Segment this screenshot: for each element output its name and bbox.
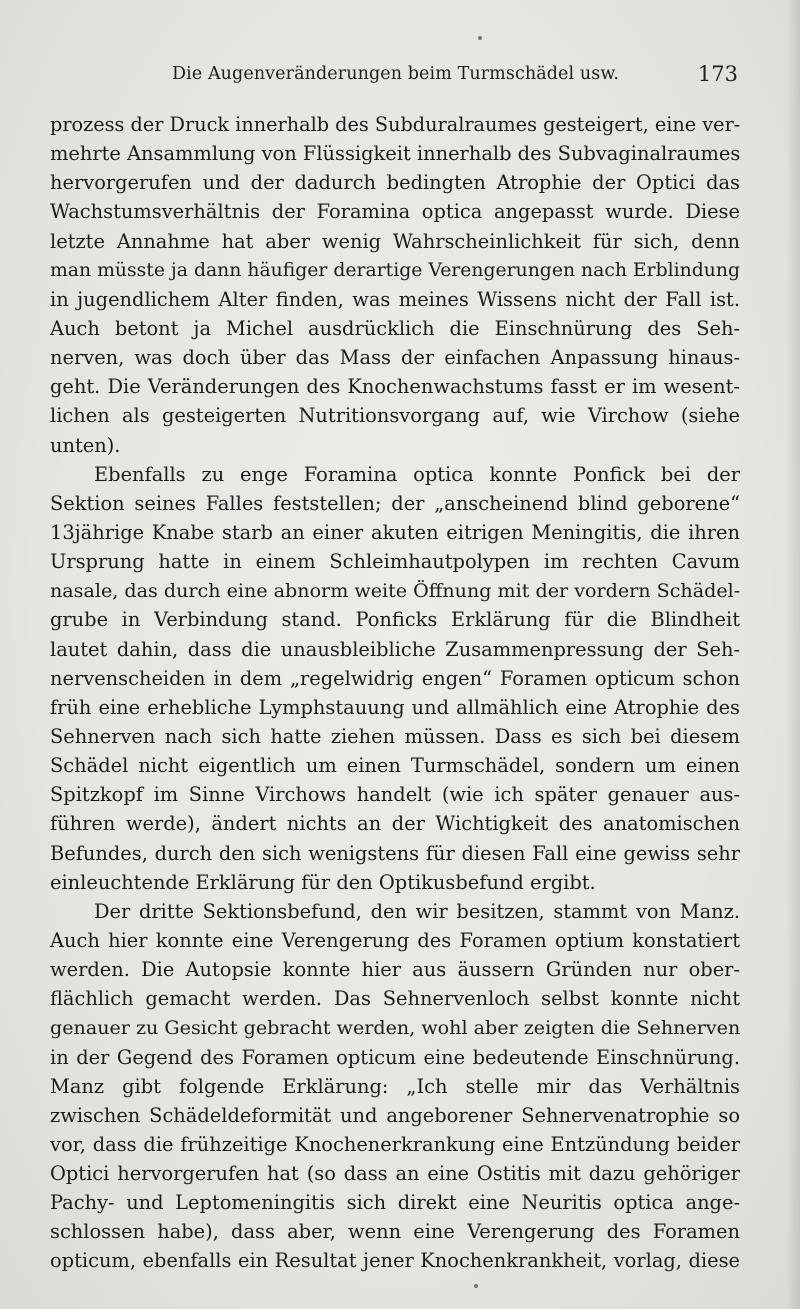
- print-speck: [478, 36, 482, 40]
- page-edge-shadow: [786, 0, 800, 1309]
- text-line: grube in Verbindung stand. Ponficks Erklärung für die Blindheit: [50, 608, 740, 632]
- text-line: Ebenfalls zu enge Foramina optica konnte Ponfick bei der: [94, 462, 740, 486]
- text-line: prozess der Druck innerhalb des Subduralraumes gesteigert, eine ver-: [50, 113, 741, 136]
- text-line: Manz gibt folgende Erklärung: „Ich stelle mir das Verhältnis: [50, 1074, 740, 1098]
- text-line: werden. Die Autopsie konnte hier aus äussern Gründen nur ober-: [50, 958, 740, 982]
- text-line: genauer zu Gesicht gebracht werden, wohl aber zeigten die Sehnerven: [50, 1016, 741, 1040]
- text-line: Sektion seines Falles feststellen; der „anscheinend blind geborene“: [50, 491, 740, 515]
- text-line: Ursprung hatte in einem Schleimhautpolypen im rechten Cavum: [50, 550, 740, 574]
- text-line: letzte Annahme hat aber wenig Wahrscheinlichkeit für sich, denn: [50, 229, 740, 253]
- text-line: Befundes, durch den sich wenigstens für diesen Fall eine gewiss sehr: [50, 841, 740, 865]
- text-line: 13jährige Knabe starb an einer akuten eitrigen Meningitis, die ihren: [50, 520, 740, 544]
- text-line: schlossen habe), dass aber, wenn eine Verengerung des Foramen: [50, 1220, 740, 1244]
- text-line: lautet dahin, dass die unausbleibliche Zusammenpressung der Seh-: [50, 637, 740, 661]
- text-line: vor, dass die frühzeitige Knochenerkrankung eine Entzündung beider: [50, 1132, 740, 1156]
- page-number: 173: [697, 62, 738, 86]
- text-line: Wachstumsverhältnis der Foramina optica angepasst wurde. Diese: [50, 200, 740, 224]
- text-line: unten).: [50, 433, 121, 457]
- print-speck: [474, 1284, 478, 1288]
- body-text: [50, 110, 740, 1276]
- text-line: Pachy- und Leptomeningitis sich direkt eine Neuritis optica ange-: [50, 1191, 740, 1215]
- text-line: einleuchtende Erklärung für den Optikusbefund ergibt.: [50, 870, 596, 894]
- text-line: Auch betont ja Michel ausdrücklich die Einschnürung des Seh-: [50, 316, 740, 340]
- text-line: hervorgerufen und der dadurch bedingten Atrophie der Optici das: [50, 171, 740, 195]
- text-line: geht. Die Veränderungen des Knochenwachstums fasst er im wesent-: [50, 375, 740, 399]
- text-line: früh eine erhebliche Lymphstauung und allmählich eine Atrophie des: [50, 695, 740, 719]
- running-title: Die Augenveränderungen beim Turmschädel usw.: [172, 64, 619, 84]
- text-line: Spitzkopf im Sinne Virchows handelt (wie ich später genauer aus-: [50, 783, 740, 807]
- text-line: nervenscheiden in dem „regelwidrig engen“ Foramen opticum schon: [50, 666, 740, 690]
- text-line: mehrte Ansammlung von Flüssigkeit innerhalb des Subvaginalraumes: [50, 142, 741, 166]
- text-line: nasale, das durch eine abnorm weite Öffnung mit der vordern Schädel-: [50, 579, 741, 603]
- text-line: nerven, was doch über das Mass der einfachen Anpassung hinaus-: [50, 346, 740, 370]
- text-line: Schädel nicht eigentlich um einen Turmschädel, sondern um einen: [50, 754, 740, 778]
- text-line: Der dritte Sektionsbefund, den wir besitzen, stammt von Manz.: [94, 899, 740, 923]
- text-line: Auch hier konnte eine Verengerung des Foramen optium konstatiert: [50, 928, 740, 952]
- text-line: zwischen Schädeldeformität und angeborener Sehnervenatrophie so: [50, 1103, 740, 1127]
- text-line: flächlich gemacht werden. Das Sehnervenloch selbst konnte nicht: [50, 987, 740, 1011]
- text-line: lichen als gesteigerten Nutritionsvorgang auf, wie Virchow (siehe: [50, 404, 740, 428]
- running-header: [172, 64, 738, 94]
- text-line: führen werde), ändert nichts an der Wichtigkeit des anatomischen: [50, 812, 740, 836]
- text-line: man müsste ja dann häufiger derartige Verengerungen nach Erblindung: [50, 259, 740, 281]
- text-line: opticum, ebenfalls ein Resultat jener Knochenkrankheit, vorlag, diese: [50, 1249, 740, 1273]
- text-line: Sehnerven nach sich hatte ziehen müssen. Dass es sich bei diesem: [50, 724, 740, 748]
- text-line: in der Gegend des Foramen opticum eine bedeutende Einschnürung.: [50, 1045, 740, 1069]
- text-line: Optici hervorgerufen hat (so dass an eine Ostitis mit dazu gehöriger: [50, 1162, 740, 1186]
- text-line: in jugendlichem Alter finden, was meines Wissens nicht der Fall ist.: [50, 287, 740, 311]
